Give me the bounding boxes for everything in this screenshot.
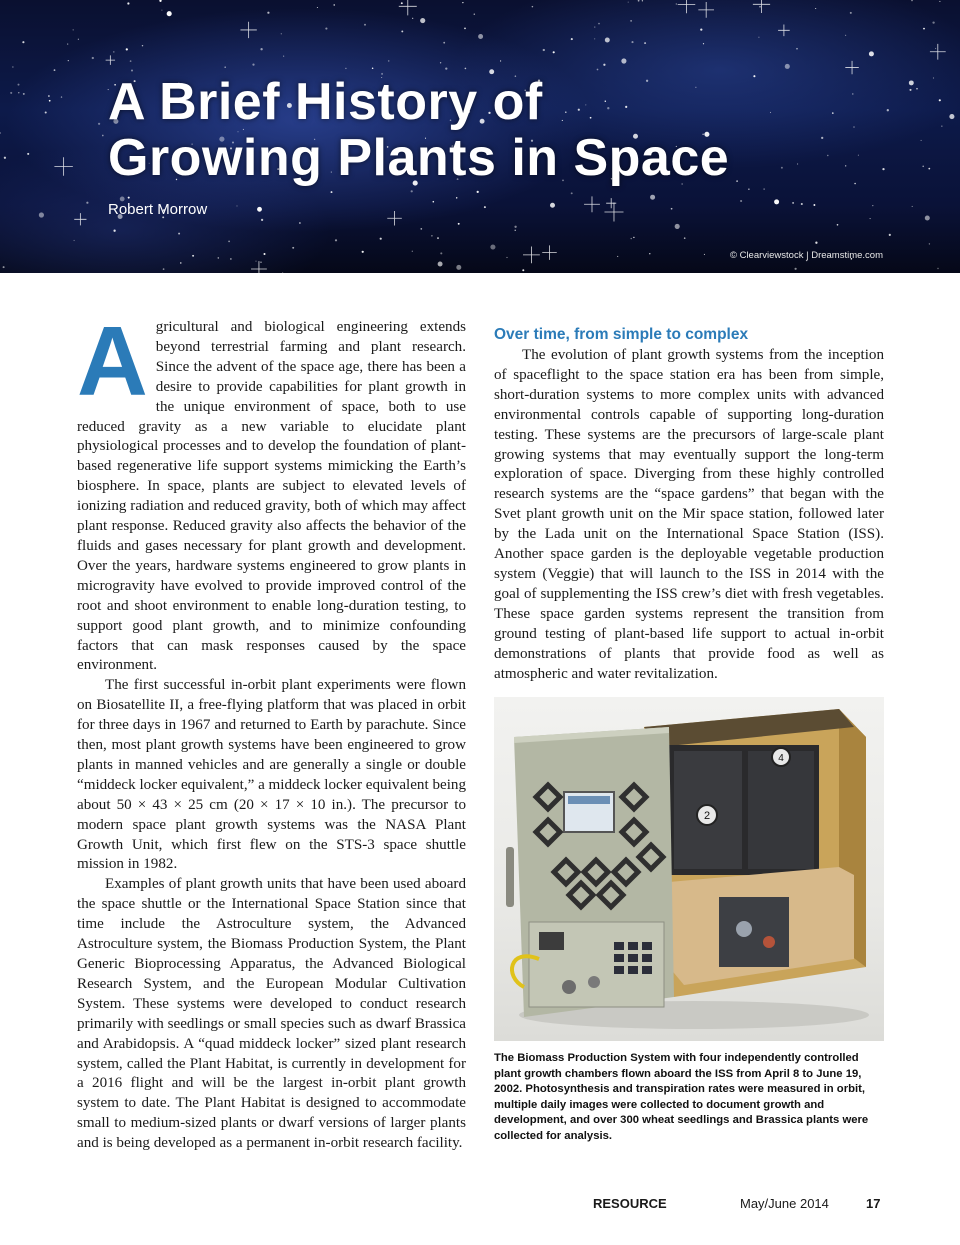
title-line-1: A Brief History of xyxy=(108,73,543,131)
image-credit: © Clearviewstock | Dreamstime.com xyxy=(729,250,883,261)
magazine-name: RESOURCE xyxy=(593,1196,667,1211)
right-column xyxy=(494,326,884,684)
page-number: 17 xyxy=(866,1196,881,1211)
body-paragraph: The first successful in-orbit plant experiments were flown on Biosatellite II, a free-flying platform that was placed in orbit for three days in 1967 and returned to Earth by parachute. Since then, most plant growth systems have been engineered to grow plants in manned vehicles and are generally a single or double “middeck locker equivalent,” a middeck locker equivalent being about 50 × 43 × 25 cm (20 × 17 × 10 in.). The precursor to modern space plant growth systems was the NASA Plant Growth Unit, which first flew on the STS-3 space shuttle mission in 1982. xyxy=(77,677,466,873)
biomass-production-system-photo xyxy=(494,697,884,1041)
issue-date: May/June 2014 xyxy=(740,1196,829,1211)
header-banner xyxy=(0,0,960,273)
chamber-4-label: 4 xyxy=(778,753,784,764)
body-paragraph: Examples of plant growth units that have been used aboard the space shuttle or the International Space Station since that time include the Astroculture system, the Advanced Astroculture system, the Biomass Production System, the Plant Generic Bioprocessing Apparatus, the Advanced Biological Research System, and the European Modular Cultivation System. These systems were developed to conduct research primarily with seedlings or small species such as dwarf Brassica and Arabidopsis. A “quad middeck locker” sized plant research system, called the Plant Habitat, is currently in development for a 2016 flight and will be the largest in-orbit plant growth system to date. The Plant Habitat is designed to accommodate small to medium-sized plants or dwarf versions of larger plants and is being developed as a permanent in-orbit research facility. xyxy=(77,876,466,1152)
hardware-illustration xyxy=(494,697,884,1041)
section-heading: Over time, from simple to complex xyxy=(494,326,749,343)
chamber-2-label: 2 xyxy=(703,810,711,822)
drop-cap: A xyxy=(77,306,148,416)
article-title xyxy=(108,74,729,186)
author-byline: Robert Morrow xyxy=(108,201,208,218)
left-column xyxy=(77,306,466,1154)
intro-paragraph xyxy=(77,306,466,676)
title-line-2: Growing Plants in Space xyxy=(108,129,730,187)
intro-paragraph-text: gricultural and biological engineering extends beyond terrestrial farming and plant research. Since the advent of the space age, there has been a desire to provide capabilities for plant growth in the unique environment of space, both to use reduced gravity as a new variable to elucidate plant physiological processes and to develop the foundation of plant-based regenerative life support systems mimicking the Earth’s biosphere. In space, plants are subject to elevated levels of ionizing radiation and reduced gravity, both of which may affect plant response. Reduced gravity also affects the behavior of the fluids and gases necessary for plant growth and development. Over the years, hardware systems engineered to grow plants in microgravity have evolved to provide improved control of the root and shoot environment to enable long-duration testing, to support good plant growth, and to minimize confounding factors that can mask responses caused by the space environment. xyxy=(77,319,466,674)
body-paragraph: The evolution of plant growth systems from the inception of spaceflight to the space station era has been from simple, short-duration systems to more complex units with advanced environmental controls capable of supporting long-duration testing. These systems are the precursors of large-scale plant growing systems that may eventually support the long-term exploration of space. Diverging from these highly controlled research systems are the “space gardens” that began with the Svet plant growth unit on the Mir space station, followed later by the Lada unit on the International Space Station (ISS). Another space garden is the deployable vegetable production system (Veggie) that will launch to the ISS in 2014 with the goal of supplementing the ISS crew’s diet with fresh vegetables. These space garden systems represent the transition from ground testing of plant-based life support to actual in-orbit demonstrations of plants that provide food as well as atmospheric and water revitalization. xyxy=(494,347,884,682)
figure-caption: The Biomass Production System with four independently controlled plant growth chambers flown aboard the ISS from April 8 to June 19, 2002. Photosynthesis and transpiration rates were measured in orbit, multiple daily images were collected to document growth and development, and over 300 wheat seedlings and Brassica plants were collected for analysis. xyxy=(494,1052,869,1142)
